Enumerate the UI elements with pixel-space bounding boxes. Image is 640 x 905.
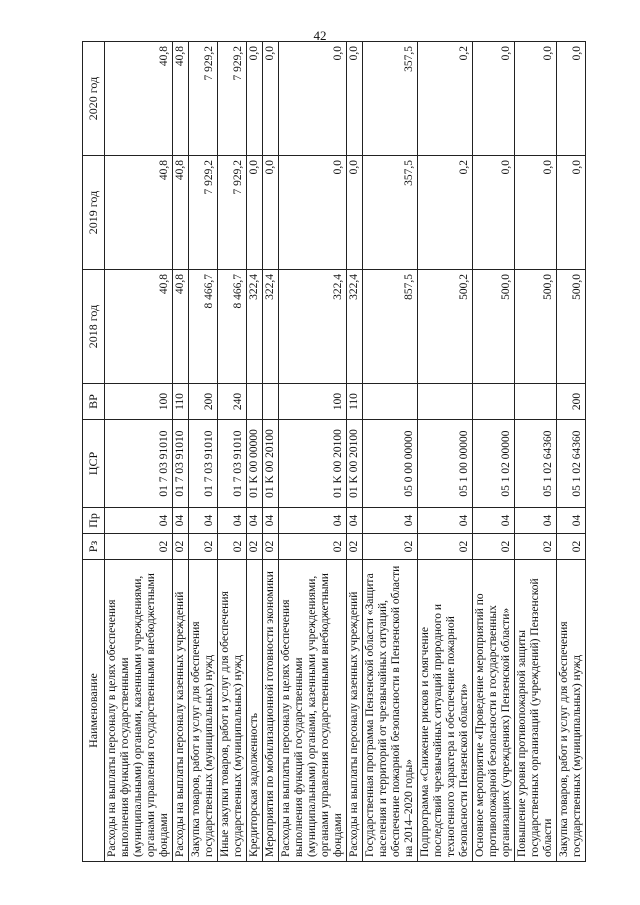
cell-2020: 0,2 bbox=[418, 42, 473, 156]
table-row bbox=[247, 42, 263, 862]
cell-name: Государственная программа Пензенской области «Защита населения и территорий от чрезвычайных ситуаций, обеспечение пожарной безопасности в Пензенской области на 2014–2020 годы» bbox=[363, 560, 418, 862]
cell-2019: 0,0 bbox=[515, 156, 557, 270]
cell-vr: 100 bbox=[279, 384, 347, 420]
cell-2018: 322,4 bbox=[279, 270, 347, 384]
table-row bbox=[218, 42, 247, 862]
cell-vr: 200 bbox=[557, 384, 586, 420]
cell-csr: 01 K 00 20100 bbox=[347, 420, 363, 508]
cell-pr: 04 bbox=[263, 508, 279, 534]
cell-2019: 7 929,2 bbox=[189, 156, 218, 270]
cell-2018: 8 466,7 bbox=[189, 270, 218, 384]
cell-2018: 500,0 bbox=[515, 270, 557, 384]
column-header-name: Наименование bbox=[83, 560, 105, 862]
table-header-row bbox=[83, 42, 105, 862]
table-row bbox=[418, 42, 473, 862]
table-row bbox=[363, 42, 418, 862]
column-header-2019: 2019 год bbox=[83, 156, 105, 270]
cell-2020: 357,5 bbox=[363, 42, 418, 156]
cell-rz: 02 bbox=[418, 534, 473, 560]
cell-vr bbox=[418, 384, 473, 420]
table-row bbox=[189, 42, 218, 862]
cell-csr: 01 7 03 91010 bbox=[218, 420, 247, 508]
cell-2020: 0,0 bbox=[263, 42, 279, 156]
cell-vr: 240 bbox=[218, 384, 247, 420]
column-header-2020: 2020 год bbox=[83, 42, 105, 156]
cell-2019: 0,0 bbox=[247, 156, 263, 270]
cell-2018: 40,8 bbox=[173, 270, 189, 384]
cell-rz: 02 bbox=[218, 534, 247, 560]
cell-name: Расходы на выплаты персоналу казенных учреждений bbox=[347, 560, 363, 862]
cell-2018: 500,0 bbox=[557, 270, 586, 384]
cell-rz: 02 bbox=[557, 534, 586, 560]
cell-2019: 40,8 bbox=[173, 156, 189, 270]
cell-rz: 02 bbox=[189, 534, 218, 560]
cell-pr: 04 bbox=[418, 508, 473, 534]
cell-pr: 04 bbox=[515, 508, 557, 534]
cell-pr: 04 bbox=[173, 508, 189, 534]
cell-rz: 02 bbox=[247, 534, 263, 560]
cell-2018: 40,8 bbox=[105, 270, 173, 384]
cell-pr: 04 bbox=[557, 508, 586, 534]
cell-2019: 0,0 bbox=[279, 156, 347, 270]
cell-pr: 04 bbox=[347, 508, 363, 534]
cell-rz: 02 bbox=[105, 534, 173, 560]
cell-2018: 322,4 bbox=[247, 270, 263, 384]
table-row bbox=[473, 42, 515, 862]
cell-csr: 01 K 00 00000 bbox=[247, 420, 263, 508]
cell-2020: 7 929,2 bbox=[218, 42, 247, 156]
cell-pr: 04 bbox=[105, 508, 173, 534]
cell-csr: 05 0 00 00000 bbox=[363, 420, 418, 508]
cell-csr: 01 K 00 20100 bbox=[279, 420, 347, 508]
cell-vr: 200 bbox=[189, 384, 218, 420]
cell-name: Повышение уровня противопожарной защиты государственных организаций (учреждений) Пензенской области bbox=[515, 560, 557, 862]
cell-pr: 04 bbox=[218, 508, 247, 534]
cell-rz: 02 bbox=[347, 534, 363, 560]
cell-csr: 05 1 00 00000 bbox=[418, 420, 473, 508]
cell-csr: 05 1 02 64360 bbox=[557, 420, 586, 508]
cell-pr: 04 bbox=[279, 508, 347, 534]
table-row bbox=[173, 42, 189, 862]
cell-2019: 0,0 bbox=[347, 156, 363, 270]
cell-2019: 0,2 bbox=[418, 156, 473, 270]
cell-name: Мероприятия по мобилизационной готовности экономики bbox=[263, 560, 279, 862]
cell-rz: 02 bbox=[173, 534, 189, 560]
cell-vr bbox=[473, 384, 515, 420]
cell-rz: 02 bbox=[515, 534, 557, 560]
cell-2020: 0,0 bbox=[347, 42, 363, 156]
cell-2018: 857,5 bbox=[363, 270, 418, 384]
cell-2019: 7 929,2 bbox=[218, 156, 247, 270]
cell-2020: 0,0 bbox=[279, 42, 347, 156]
cell-rz: 02 bbox=[263, 534, 279, 560]
cell-2018: 322,4 bbox=[347, 270, 363, 384]
cell-2018: 500,2 bbox=[418, 270, 473, 384]
cell-csr: 01 7 03 91010 bbox=[173, 420, 189, 508]
cell-name: Иные закупки товаров, работ и услуг для обеспечения государственных (муниципальных) нужд bbox=[218, 560, 247, 862]
cell-2020: 0,0 bbox=[473, 42, 515, 156]
table-row bbox=[347, 42, 363, 862]
cell-csr: 05 1 02 00000 bbox=[473, 420, 515, 508]
cell-rz: 02 bbox=[279, 534, 347, 560]
cell-name: Подпрограмма «Снижение рисков и смягчение последствий чрезвычайных ситуаций природного и техногенного характера и обеспечение пожарной безопасности Пензенской области» bbox=[418, 560, 473, 862]
cell-name: Закупка товаров, работ и услуг для обеспечения государственных (муниципальных) нужд bbox=[557, 560, 586, 862]
cell-2020: 7 929,2 bbox=[189, 42, 218, 156]
column-header-csr: ЦСР bbox=[83, 420, 105, 508]
cell-name: Кредиторская задолженность bbox=[247, 560, 263, 862]
cell-csr: 01 7 03 91010 bbox=[189, 420, 218, 508]
rotated-table-container bbox=[82, 42, 583, 862]
cell-name: Расходы на выплаты персоналу в целях обеспечения выполнения функций государственными (муниципальными) органами, казенными учреждениями, органами управления государственными внебюджетными фондами bbox=[105, 560, 173, 862]
cell-pr: 04 bbox=[473, 508, 515, 534]
cell-vr bbox=[515, 384, 557, 420]
cell-pr: 04 bbox=[247, 508, 263, 534]
table-row bbox=[279, 42, 347, 862]
table-body bbox=[105, 42, 586, 862]
cell-2019: 40,8 bbox=[105, 156, 173, 270]
cell-2019: 357,5 bbox=[363, 156, 418, 270]
cell-2020: 40,8 bbox=[173, 42, 189, 156]
cell-2018: 500,0 bbox=[473, 270, 515, 384]
cell-csr: 01 K 00 20100 bbox=[263, 420, 279, 508]
budget-table bbox=[82, 41, 586, 862]
table-row bbox=[105, 42, 173, 862]
cell-2018: 322,4 bbox=[263, 270, 279, 384]
cell-pr: 04 bbox=[189, 508, 218, 534]
cell-name: Основное мероприятие «Проведение мероприятий по противопожарной безопасности в государственных организациях (учреждениях) Пензенской области» bbox=[473, 560, 515, 862]
cell-csr: 05 1 02 64360 bbox=[515, 420, 557, 508]
cell-vr: 100 bbox=[105, 384, 173, 420]
cell-2018: 8 466,7 bbox=[218, 270, 247, 384]
table-row bbox=[557, 42, 586, 862]
cell-name: Расходы на выплаты персоналу в целях обеспечения выполнения функций государственными (муниципальными) органами, казенными учреждениями, органами управления государственными внебюджетными фондами bbox=[279, 560, 347, 862]
column-header-rz: Рз bbox=[83, 534, 105, 560]
cell-vr bbox=[363, 384, 418, 420]
cell-vr: 110 bbox=[173, 384, 189, 420]
cell-2020: 0,0 bbox=[247, 42, 263, 156]
cell-2020: 40,8 bbox=[105, 42, 173, 156]
column-header-vr: ВР bbox=[83, 384, 105, 420]
table-row bbox=[263, 42, 279, 862]
column-header-pr: Пр bbox=[83, 508, 105, 534]
cell-2020: 0,0 bbox=[557, 42, 586, 156]
cell-2020: 0,0 bbox=[515, 42, 557, 156]
cell-rz: 02 bbox=[363, 534, 418, 560]
column-header-2018: 2018 год bbox=[83, 270, 105, 384]
cell-rz: 02 bbox=[473, 534, 515, 560]
page-number: 42 bbox=[313, 28, 327, 43]
cell-name: Расходы на выплаты персоналу казенных учреждений bbox=[173, 560, 189, 862]
cell-vr bbox=[263, 384, 279, 420]
cell-2019: 0,0 bbox=[263, 156, 279, 270]
cell-name: Закупка товаров, работ и услуг для обеспечения государственных (муниципальных) нужд bbox=[189, 560, 218, 862]
cell-2019: 0,0 bbox=[557, 156, 586, 270]
cell-csr: 01 7 03 91010 bbox=[105, 420, 173, 508]
cell-vr: 110 bbox=[347, 384, 363, 420]
cell-vr bbox=[247, 384, 263, 420]
cell-2019: 0,0 bbox=[473, 156, 515, 270]
table-row bbox=[515, 42, 557, 862]
cell-pr: 04 bbox=[363, 508, 418, 534]
